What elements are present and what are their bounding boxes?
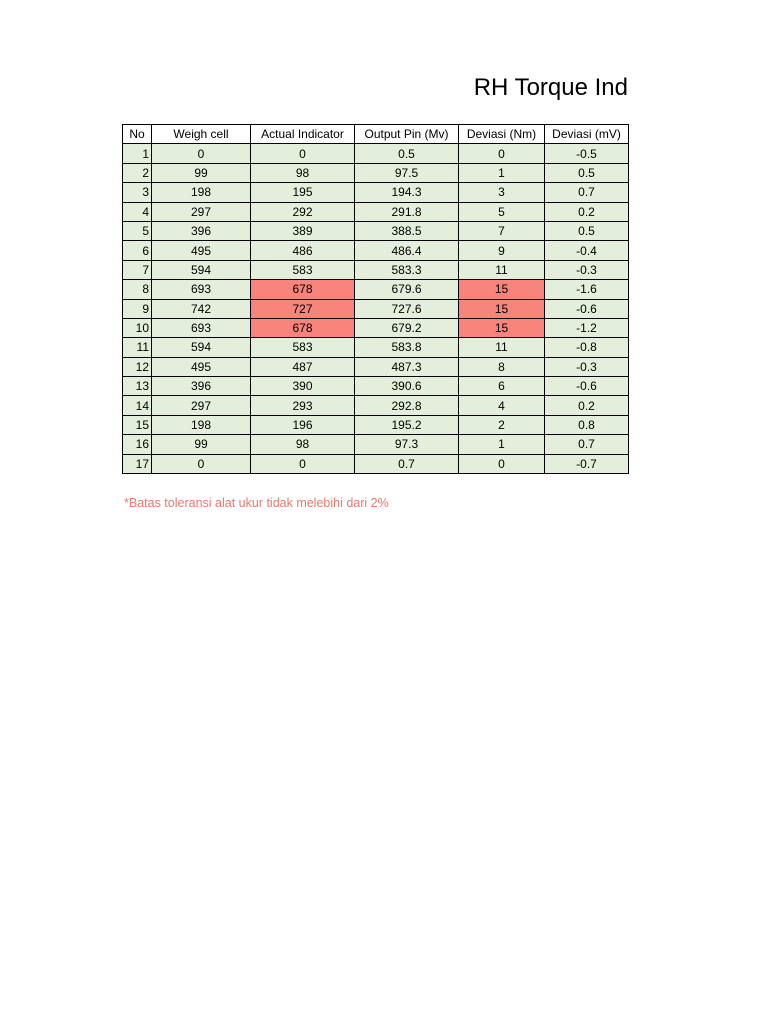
table-cell: 8	[459, 357, 545, 376]
table-cell: 12	[123, 357, 152, 376]
table-cell: 727	[251, 299, 355, 318]
table-cell: 98	[251, 163, 355, 182]
table-cell: 0.5	[545, 221, 629, 240]
table-cell: 15	[459, 299, 545, 318]
table-body	[123, 144, 629, 474]
column-header-deviasi-mv: Deviasi (mV)	[545, 125, 629, 144]
table-cell: 98	[251, 435, 355, 454]
table-cell: 583	[251, 338, 355, 357]
column-header-actual-indicator: Actual Indicator	[251, 125, 355, 144]
table-cell: 196	[251, 415, 355, 434]
table-cell: 198	[152, 415, 251, 434]
table-cell: 6	[123, 241, 152, 260]
table-cell: 9	[459, 241, 545, 260]
table-cell: 4	[123, 202, 152, 221]
table-cell: 678	[251, 318, 355, 337]
table-row	[123, 163, 629, 182]
table-cell: 0.8	[545, 415, 629, 434]
table-row	[123, 144, 629, 163]
title-container	[440, 72, 628, 112]
table-cell: 97.3	[355, 435, 459, 454]
table-cell: 583.3	[355, 260, 459, 279]
table-row	[123, 318, 629, 337]
table-row	[123, 396, 629, 415]
table-row	[123, 338, 629, 357]
table-cell: -0.5	[545, 144, 629, 163]
table-cell: 0	[459, 454, 545, 473]
table-row	[123, 183, 629, 202]
table-row	[123, 280, 629, 299]
table-row	[123, 241, 629, 260]
table-cell: 9	[123, 299, 152, 318]
table-cell: -1.2	[545, 318, 629, 337]
column-header-no: No	[123, 125, 152, 144]
table-cell: 495	[152, 357, 251, 376]
table-cell: 291.8	[355, 202, 459, 221]
table-cell: 293	[251, 396, 355, 415]
table-cell: 396	[152, 377, 251, 396]
table-cell: 0.7	[545, 183, 629, 202]
table-cell: 0.5	[355, 144, 459, 163]
table-cell: -0.3	[545, 357, 629, 376]
table-cell: -0.8	[545, 338, 629, 357]
table-cell: 0.7	[355, 454, 459, 473]
table-row	[123, 454, 629, 473]
table-cell: 13	[123, 377, 152, 396]
table-cell: 99	[152, 163, 251, 182]
table-row	[123, 221, 629, 240]
table-cell: 15	[459, 280, 545, 299]
table-cell: 495	[152, 241, 251, 260]
table-cell: 1	[459, 435, 545, 454]
table-row	[123, 299, 629, 318]
table-cell: 679.2	[355, 318, 459, 337]
table-cell: 5	[459, 202, 545, 221]
table-cell: 583.8	[355, 338, 459, 357]
column-header-weigh-cell: Weigh cell	[152, 125, 251, 144]
table-row	[123, 260, 629, 279]
table-cell: -0.3	[545, 260, 629, 279]
column-header-output-pin: Output Pin (Mv)	[355, 125, 459, 144]
table-cell: 198	[152, 183, 251, 202]
table-cell: 11	[123, 338, 152, 357]
table-cell: 388.5	[355, 221, 459, 240]
table-cell: 195	[251, 183, 355, 202]
table-cell: 297	[152, 202, 251, 221]
table-cell: 0	[459, 144, 545, 163]
table-row	[123, 202, 629, 221]
table-cell: 396	[152, 221, 251, 240]
table-cell: 97.5	[355, 163, 459, 182]
table-row	[123, 435, 629, 454]
table-cell: 297	[152, 396, 251, 415]
table-cell: 194.3	[355, 183, 459, 202]
table-cell: -0.6	[545, 299, 629, 318]
table-cell: 0	[152, 454, 251, 473]
torque-table	[122, 124, 629, 474]
table-cell: 594	[152, 338, 251, 357]
table-cell: 11	[459, 260, 545, 279]
table-cell: 693	[152, 318, 251, 337]
table-cell: 487	[251, 357, 355, 376]
table-cell: 594	[152, 260, 251, 279]
table-cell: 727.6	[355, 299, 459, 318]
table-cell: 11	[459, 338, 545, 357]
table-cell: 10	[123, 318, 152, 337]
table-cell: 679.6	[355, 280, 459, 299]
table-cell: 3	[459, 183, 545, 202]
table-cell: 0.2	[545, 202, 629, 221]
table-cell: 2	[459, 415, 545, 434]
table-cell: 0.5	[545, 163, 629, 182]
table-cell: 5	[123, 221, 152, 240]
table-cell: -0.7	[545, 454, 629, 473]
tolerance-note: *Batas toleransi alat ukur tidak melebihi dari 2%	[124, 496, 389, 510]
table-cell: 693	[152, 280, 251, 299]
table-row	[123, 415, 629, 434]
table-cell: 99	[152, 435, 251, 454]
table-cell: 742	[152, 299, 251, 318]
table-cell: 15	[459, 318, 545, 337]
table-cell: 487.3	[355, 357, 459, 376]
table-cell: 583	[251, 260, 355, 279]
table-cell: 486.4	[355, 241, 459, 260]
table-header-row	[123, 125, 629, 144]
table-cell: 1	[123, 144, 152, 163]
table-cell: 390	[251, 377, 355, 396]
table-cell: 7	[459, 221, 545, 240]
table-row	[123, 357, 629, 376]
page-title: RH Torque Ind	[473, 74, 628, 101]
table-cell: 0	[152, 144, 251, 163]
table-cell: 1	[459, 163, 545, 182]
table-cell: 0	[251, 144, 355, 163]
table-cell: -0.4	[545, 241, 629, 260]
table-cell: 0.7	[545, 435, 629, 454]
table-cell: 4	[459, 396, 545, 415]
table-cell: 6	[459, 377, 545, 396]
table-cell: 8	[123, 280, 152, 299]
table-cell: 678	[251, 280, 355, 299]
table-cell: 17	[123, 454, 152, 473]
table-cell: 7	[123, 260, 152, 279]
table-cell: 292	[251, 202, 355, 221]
table-cell: 0	[251, 454, 355, 473]
table-cell: 390.6	[355, 377, 459, 396]
table-cell: -0.6	[545, 377, 629, 396]
table-cell: -1.6	[545, 280, 629, 299]
table-cell: 292.8	[355, 396, 459, 415]
table-row	[123, 377, 629, 396]
table-cell: 195.2	[355, 415, 459, 434]
column-header-deviasi-nm: Deviasi (Nm)	[459, 125, 545, 144]
table-cell: 3	[123, 183, 152, 202]
table-cell: 16	[123, 435, 152, 454]
table-cell: 0.2	[545, 396, 629, 415]
table-cell: 486	[251, 241, 355, 260]
table-cell: 15	[123, 415, 152, 434]
table-cell: 2	[123, 163, 152, 182]
table-cell: 14	[123, 396, 152, 415]
table-cell: 389	[251, 221, 355, 240]
